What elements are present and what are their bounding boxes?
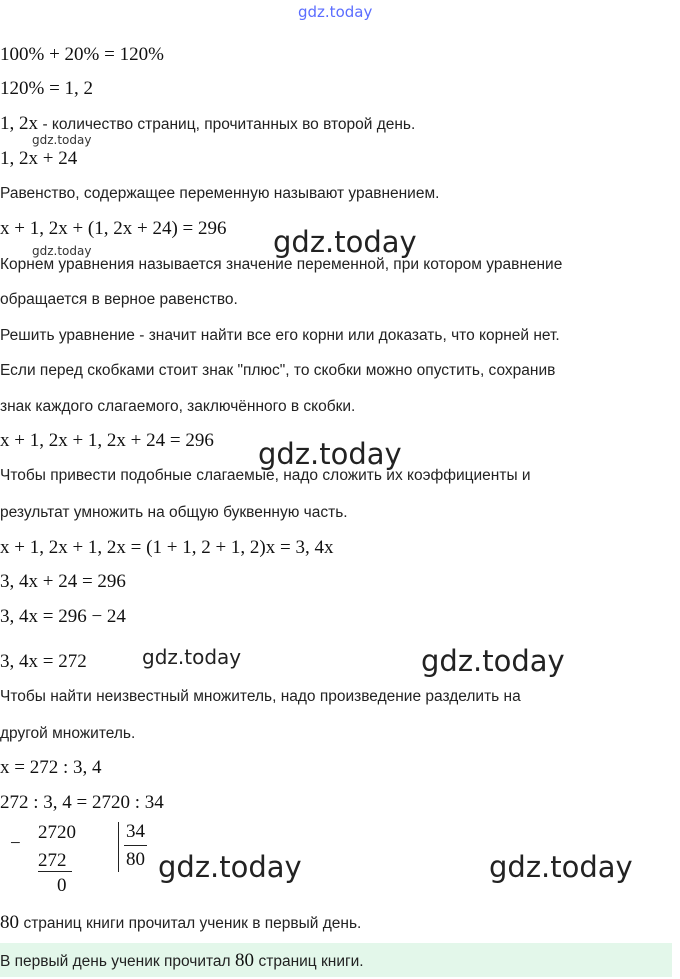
line-3 xyxy=(0,113,415,135)
text-line-20: другой множитель. xyxy=(0,725,136,742)
division-dividend: 2720 xyxy=(38,822,76,843)
answer-prefix: В первый день ученик прочитал xyxy=(0,953,231,970)
watermark-small-2: gdz.today xyxy=(32,244,92,258)
text-line-13: Чтобы привести подобные слагаемые, надо сложить их коэффициенты и xyxy=(0,467,531,484)
math-line-22: 272 : 3, 4 = 2720 : 34 xyxy=(0,792,164,813)
text-line-14: результат умножить на общую буквенную часть. xyxy=(0,504,348,521)
watermark-big-1: gdz.today xyxy=(273,225,417,259)
text-line-5: Равенство, содержащее переменную называют уравнением. xyxy=(0,185,440,202)
watermark-small-1: gdz.today xyxy=(32,133,92,147)
division-quotient: 80 xyxy=(126,849,145,870)
math-line-17: 3, 4x = 296 − 24 xyxy=(0,606,126,627)
division-remainder: 0 xyxy=(57,875,67,896)
conclusion-line xyxy=(0,912,361,934)
math-line-3: 1, 2x xyxy=(0,113,38,134)
math-line-1: 100% + 20% = 120% xyxy=(0,44,164,65)
watermark-top: gdz.today xyxy=(298,3,373,21)
math-line-21: x = 272 : 3, 4 xyxy=(0,757,102,778)
text-line-10: Если перед скобками стоит знак "плюс", то скобки можно опустить, сохранив xyxy=(0,362,556,379)
watermark-big-3: gdz.today xyxy=(421,644,565,678)
text-line-11: знак каждого слагаемого, заключённого в скобки. xyxy=(0,398,356,415)
text-line-19: Чтобы найти неизвестный множитель, надо произведение разделить на xyxy=(0,688,521,705)
watermark-big-2: gdz.today xyxy=(258,437,402,471)
text-line-7: Корнем уравнения называется значение переменной, при котором уравнение xyxy=(0,256,563,273)
math-line-12: x + 1, 2x + 1, 2x + 24 = 296 xyxy=(0,430,214,451)
text-line-8: обращается в верное равенство. xyxy=(0,291,238,308)
math-line-4: 1, 2x + 24 xyxy=(0,148,78,169)
math-line-15: x + 1, 2x + 1, 2x = (1 + 1, 2 + 1, 2)x = 3, 4x xyxy=(0,537,334,558)
answer-suffix: страниц книги. xyxy=(258,953,364,970)
division-divisor: 34 xyxy=(126,821,145,842)
answer-number: 80 xyxy=(235,950,255,971)
division-subtrahend: 272 xyxy=(38,850,67,871)
text-line-3: - количество страниц, прочитанных во второй день. xyxy=(42,116,416,133)
math-line-16: 3, 4x + 24 = 296 xyxy=(0,571,126,592)
math-line-18: 3, 4x = 272 xyxy=(0,651,87,672)
text-line-9: Решить уравнение - значит найти все его корни или доказать, что корней нет. xyxy=(0,327,560,344)
conclusion-text: страниц книги прочитал ученик в первый день. xyxy=(23,915,362,932)
division-vertical-bar xyxy=(118,822,119,872)
division-minus-sign: − xyxy=(10,833,21,854)
division-subtract-line xyxy=(38,871,72,872)
watermark-mid-1: gdz.today xyxy=(142,645,242,669)
answer-line xyxy=(0,950,364,972)
watermark-big-5: gdz.today xyxy=(489,850,633,884)
watermark-big-4: gdz.today xyxy=(158,850,302,884)
math-line-2: 120% = 1, 2 xyxy=(0,78,94,99)
math-line-6: x + 1, 2x + (1, 2x + 24) = 296 xyxy=(0,218,227,239)
conclusion-number: 80 xyxy=(0,912,19,933)
division-divisor-line xyxy=(124,845,147,846)
